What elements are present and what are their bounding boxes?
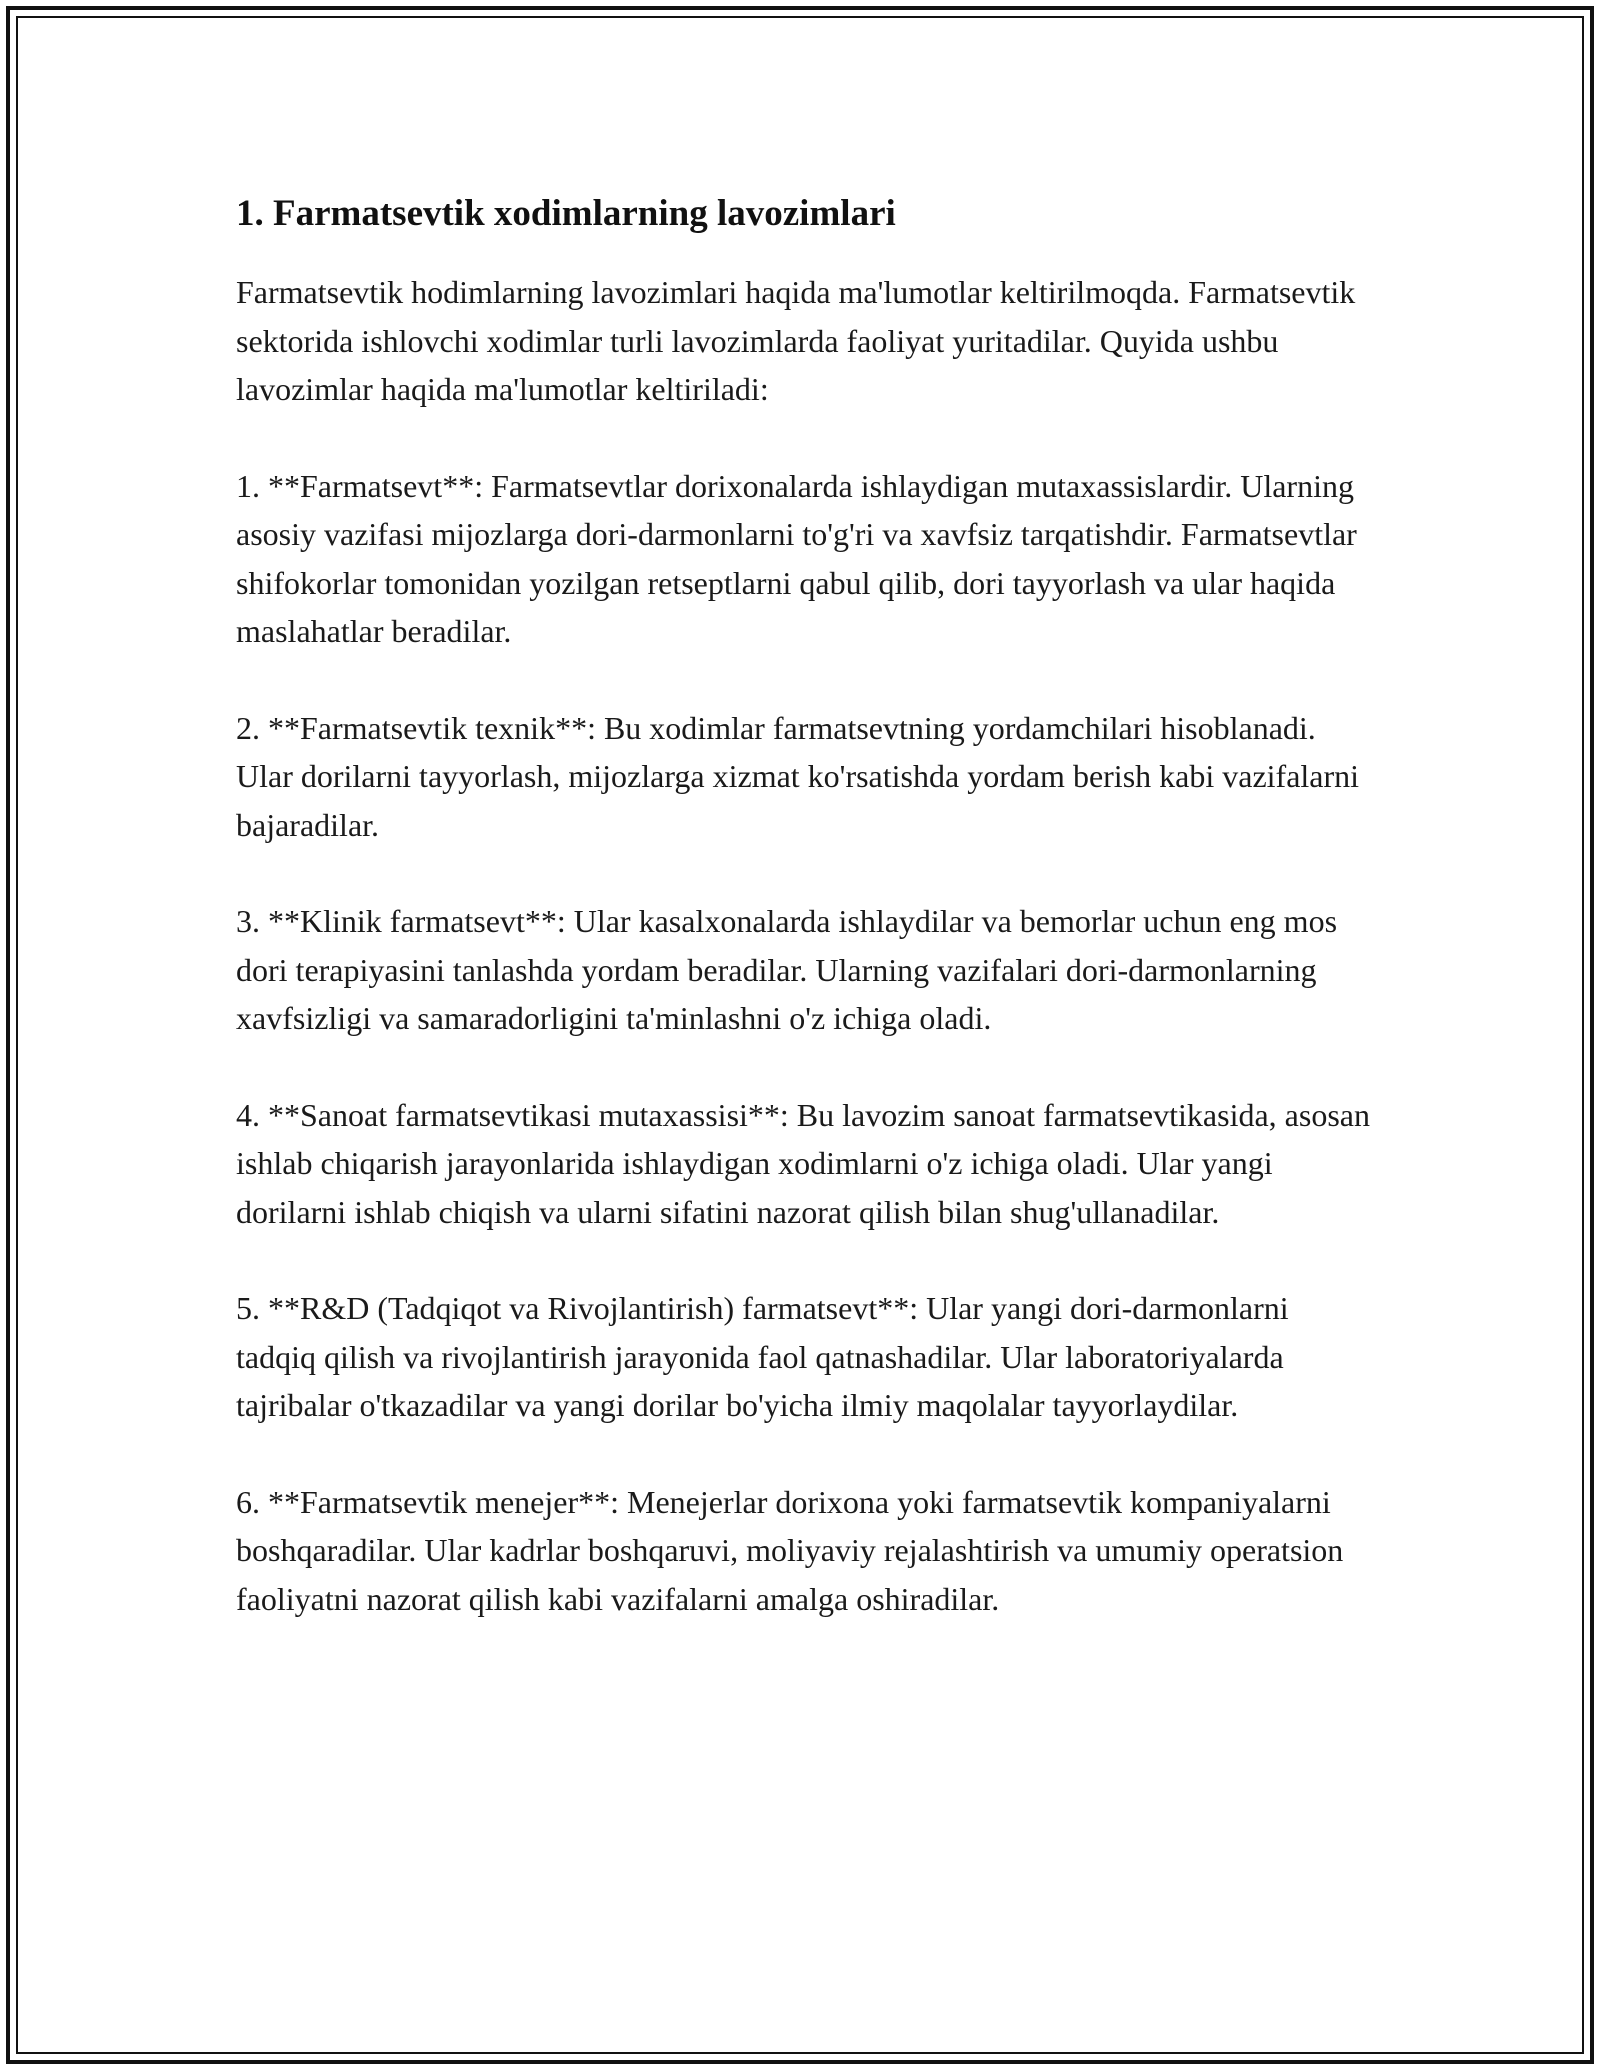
- list-item-rd-farmatsevt: 5. **R&D (Tadqiqot va Rivojlantirish) farmatsevt**: Ular yangi dori-darmonlarni tadqiq qilish va rivojlantirish jarayonida faol qatnashadilar. Ular laboratoriyalarda tajribalar o'tkazadilar va yangi dorilar bo'yicha ilmiy maqolalar tayyorlaydilar.: [236, 1290, 1289, 1423]
- list-item-farmatsevtik-menejer: 6. **Farmatsevtik menejer**: Menejerlar dorixona yoki farmatsevtik kompaniyalarni boshqaradilar. Ular kadrlar boshqaruvi, moliyaviy rejalashtirish va umumiy operatsion faoliyatni nazorat qilish kabi vazifalarni amalga oshiradilar.: [236, 1483, 1344, 1617]
- document-body: [236, 190, 1376, 1671]
- document-title: 1. Farmatsevtik xodimlarning lavozimlari: [236, 193, 896, 234]
- list-item-sanoat-mutaxassisi: 4. **Sanoat farmatsevtikasi mutaxassisi**: Bu lavozim sanoat farmatsevtikasida, asosan ishlab chiqarish jarayonlarida ishlaydigan xodimlarni o'z ichiga oladi. Ular yangi dorilarni ishlab chiqish va ularni sifatini nazorat qilish bilan shug'ullanadilar.: [236, 1096, 1370, 1230]
- list-item-farmatsevt: 1. **Farmatsevt**: Farmatsevtlar dorixonalarda ishlaydigan mutaxassislardir. Ularning asosiy vazifasi mijozlarga dori-darmonlarni to'g'ri va xavfsiz tarqatishdir. Farmatsevtlar shifokorlar tomonidan yozilgan retseptlarni qabul qilib, dori tayyorlash va ular haqida maslahatlar beradilar.: [236, 467, 1357, 649]
- list-item-farmatsevtik-texnik: 2. **Farmatsevtik texnik**: Bu xodimlar farmatsevtning yordamchilari hisoblanadi. Ular dorilarni tayyorlash, mijozlarga xizmat ko'rsatishda yordam berish kabi vazifalarni bajaradilar.: [236, 709, 1360, 843]
- list-item-klinik-farmatsevt: 3. **Klinik farmatsevt**: Ular kasalxonalarda ishlaydilar va bemorlar uchun eng mos dori terapiyasini tanlashda yordam beradilar. Ularning vazifalari dori-darmonlarning xavfsizligi va samaradorligini ta'minlashni o'z ichiga oladi.: [236, 903, 1338, 1036]
- intro-paragraph: Farmatsevtik hodimlarning lavozimlari haqida ma'lumotlar keltirilmoqda. Farmatsevtik sektorida ishlovchi xodimlar turli lavozimlarda faoliyat yuritadilar. Quyida ushbu lavozimlar haqida ma'lumotlar keltiriladi:: [236, 274, 1356, 407]
